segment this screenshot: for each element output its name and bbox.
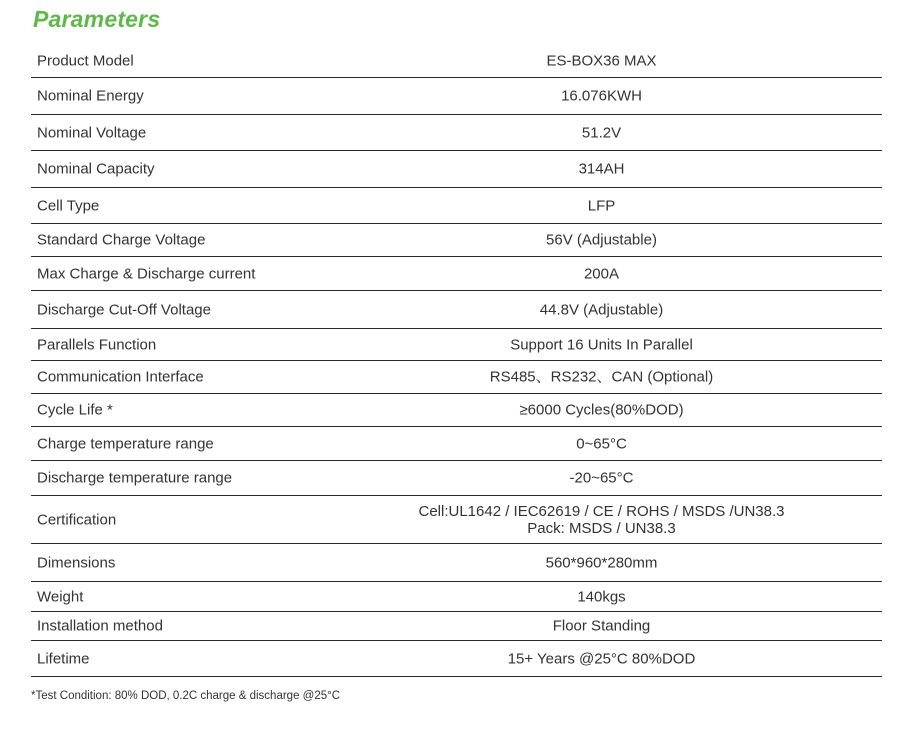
- table-row: [31, 78, 882, 115]
- table-row: [31, 115, 882, 151]
- certification-line-pack: Pack: MSDS / UN38.3: [527, 519, 676, 537]
- table-row: [31, 427, 882, 461]
- row-value: ≥6000 Cycles(80%DOD): [519, 401, 684, 419]
- row-value: -20~65°C: [569, 469, 634, 487]
- table-row: [31, 257, 882, 291]
- row-label: Dimensions: [37, 554, 116, 571]
- table-row: [31, 361, 882, 394]
- row-label: Communication Interface: [37, 368, 204, 386]
- row-label: Product Model: [37, 52, 134, 69]
- table-row: [31, 151, 882, 188]
- row-value: 0~65°C: [576, 435, 627, 452]
- row-label: Certification: [37, 511, 117, 528]
- row-value: 314AH: [578, 160, 625, 178]
- row-value: 56V (Adjustable): [546, 231, 657, 249]
- test-condition-footnote: *Test Condition: 80% DOD, 0.2C charge & discharge @25°C: [31, 690, 341, 702]
- table-row: [31, 544, 882, 582]
- row-label: Max Charge & Discharge current: [37, 265, 256, 282]
- row-label: Cell Type: [37, 197, 100, 214]
- parameters-table: [31, 44, 882, 677]
- row-value: [321, 503, 882, 537]
- table-row: [31, 641, 882, 677]
- page-title: Parameters: [33, 6, 161, 32]
- row-label: Parallels Function: [37, 336, 157, 353]
- row-label: Nominal Capacity: [37, 160, 155, 178]
- table-row: [31, 461, 882, 496]
- table-row: [31, 188, 882, 224]
- row-value: 44.8V (Adjustable): [539, 301, 664, 318]
- table-row: [31, 582, 882, 612]
- row-value: Support 16 Units In Parallel: [510, 336, 693, 353]
- table-row: [31, 224, 882, 257]
- row-value: 140kgs: [577, 588, 626, 605]
- table-row: [31, 394, 882, 427]
- table-row: [31, 612, 882, 641]
- row-value: 15+ Years @25°C 80%DOD: [507, 650, 696, 667]
- row-value: RS485、RS232、CAN (Optional): [489, 368, 714, 386]
- table-row: [31, 329, 882, 361]
- row-label: Discharge temperature range: [37, 469, 233, 487]
- table-row: [31, 44, 882, 78]
- row-label: Nominal Voltage: [37, 124, 147, 141]
- row-label: Charge temperature range: [37, 435, 214, 452]
- row-value: Floor Standing: [552, 617, 651, 635]
- row-value: ES-BOX36 MAX: [546, 52, 657, 69]
- row-value: LFP: [587, 197, 616, 214]
- row-label: Lifetime: [37, 650, 90, 667]
- row-value: 51.2V: [581, 124, 622, 141]
- row-label: Installation method: [37, 617, 163, 635]
- certification-line-cell: Cell:UL1642 / IEC62619 / CE / ROHS / MSDS /UN38.3: [418, 502, 785, 520]
- row-value: 16.076KWH: [561, 87, 642, 105]
- table-row: [31, 291, 882, 329]
- row-label: Standard Charge Voltage: [37, 231, 206, 249]
- row-label: Cycle Life *: [37, 401, 113, 419]
- row-label: Weight: [37, 588, 84, 605]
- row-value: 560*960*280mm: [545, 554, 658, 571]
- table-row: [31, 496, 882, 544]
- row-label: Discharge Cut-Off Voltage: [37, 301, 211, 318]
- row-value: 200A: [583, 265, 620, 282]
- row-label: Nominal Energy: [37, 87, 144, 105]
